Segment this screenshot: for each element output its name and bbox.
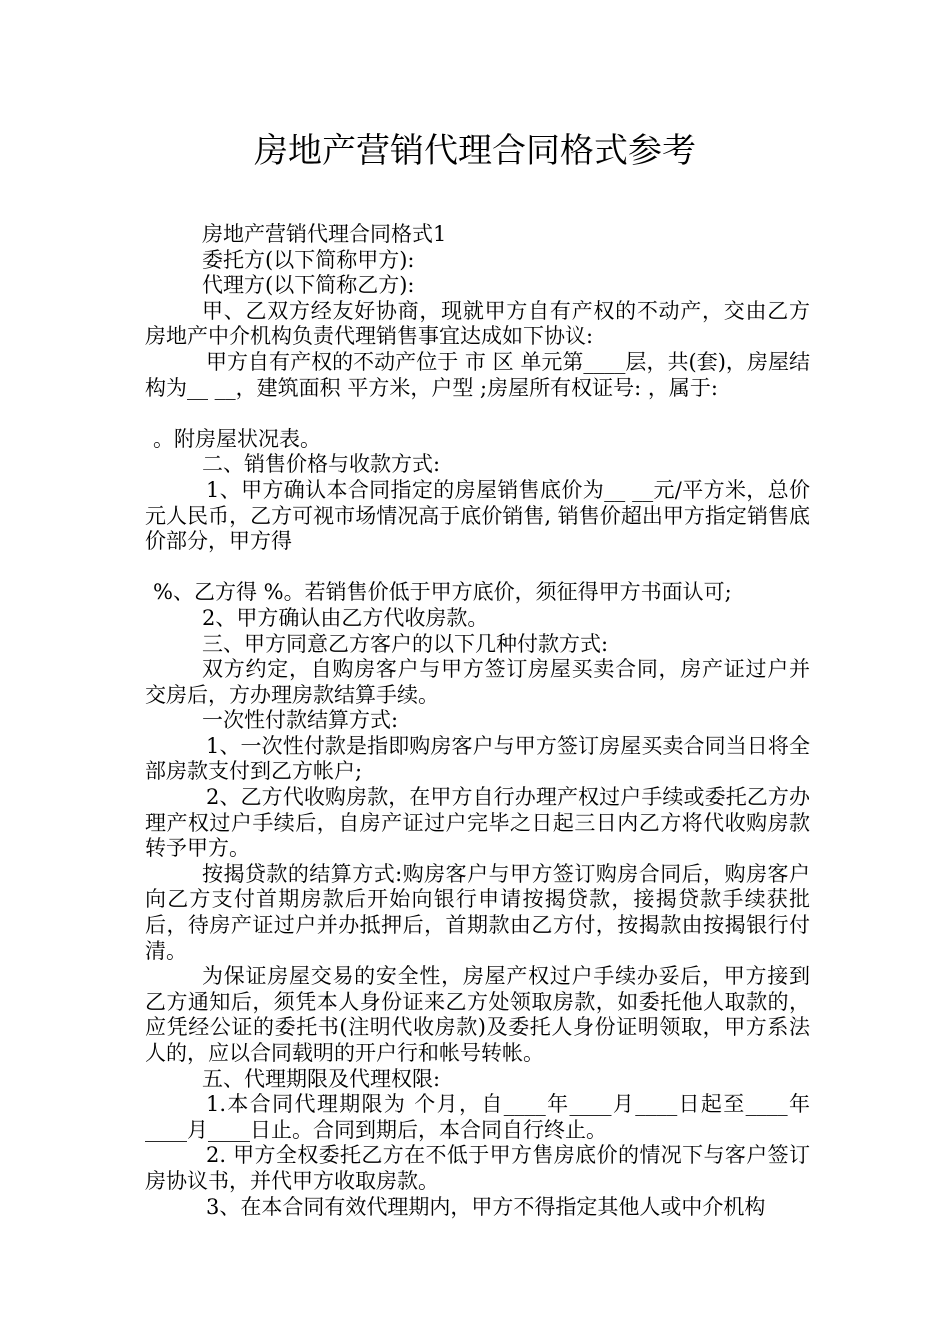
paragraph-price-share: %、乙方得 %。若销售价低于甲方底价，须征得甲方书面认可; bbox=[153, 580, 732, 605]
paragraph-agent-party: 代理方(以下简称乙方): bbox=[202, 273, 415, 298]
paragraph-lump-sum-2: 2、乙方代收购房款，在甲方自行办理产权过户手续或委托乙方办理产权过户手续后，自房产证过户完毕之日起三日内乙方将代收购房款转予甲方。 bbox=[145, 785, 810, 861]
paragraph-agency-period: 1.本合同代理期限为 个月，自____年____月____日起至____年____月____日止。合同到期后，本合同自行终止。 bbox=[145, 1092, 810, 1142]
blank-line bbox=[145, 401, 810, 427]
document-title: 房地产营销代理合同格式参考 bbox=[254, 131, 696, 171]
subheading-lump-sum: 一次性付款结算方式: bbox=[202, 708, 399, 733]
paragraph-mortgage-settlement: 按揭贷款的结算方式:购房客户与甲方签订购房合同后，购房客户向乙方支付首期房款后开始向银行申请按揭贷款，接揭贷款手续获批后，待房产证过户并办抵押后，首期款由乙方付，按揭款由按揭银行付清。 bbox=[145, 861, 810, 963]
blank-line bbox=[145, 555, 810, 581]
paragraph-agreement-intro: 甲、乙双方经友好协商，现就甲方自有产权的不动产，交由乙方房地产中介机构负责代理销售事宜达成如下协议: bbox=[145, 298, 810, 349]
paragraph-base-price: 1、甲方确认本合同指定的房屋销售底价为__ __元/平方米，总价 元人民币，乙方可视市场情况高于底价销售, 销售价超出甲方指定销售底价部分，甲方得 bbox=[145, 477, 810, 554]
paragraph-contract-heading: 房地产营销代理合同格式1 bbox=[202, 222, 447, 246]
paragraph-settlement-agreement: 双方约定，自购房客户与甲方签订房屋买卖合同，房产证过户并交房后，方办理房款结算手续。 bbox=[145, 657, 810, 707]
paragraph-collect-payment: 2、甲方确认由乙方代收房款。 bbox=[202, 605, 489, 630]
paragraph-lump-sum-1: 1、一次性付款是指即购房客户与甲方签订房屋买卖合同当日将全部房款支付到乙方帐户; bbox=[145, 733, 810, 784]
paragraph-client-party: 委托方(以下简称甲方): bbox=[202, 247, 415, 272]
paragraph-property-attachment: 。附房屋状况表。 bbox=[153, 426, 321, 451]
paragraph-agency-authority: 2. 甲方全权委托乙方在不低于甲方售房底价的情况下与客户签订房协议书，并代甲方收取房款。 bbox=[145, 1143, 810, 1193]
paragraph-transaction-safety: 为保证房屋交易的安全性，房屋产权过户手续办妥后，甲方接到乙方通知后，须凭本人身份证来乙方处领取房款，如委托他人取款的，应凭经公证的委托书(注明代收房款)及委托人身份证明领取，甲方系法人的，应以合同载明的开户行和帐号转帐。 bbox=[145, 964, 810, 1065]
section-heading-price: 二、销售价格与收款方式: bbox=[202, 452, 441, 477]
document-body bbox=[145, 222, 810, 1220]
paragraph-property-location: 甲方自有产权的不动产位于 市 区 单元第____层，共(套)，房屋结构为__ __，建筑面积 平方米，户型 ;房屋所有权证号: ，属于: bbox=[145, 349, 810, 400]
section-heading-payment-methods: 三、甲方同意乙方客户的以下几种付款方式: bbox=[202, 631, 609, 656]
section-heading-agency-term: 五、代理期限及代理权限: bbox=[202, 1066, 441, 1091]
paragraph-exclusive-agency: 3、在本合同有效代理期内，甲方不得指定其他人或中介机构 bbox=[206, 1194, 766, 1219]
